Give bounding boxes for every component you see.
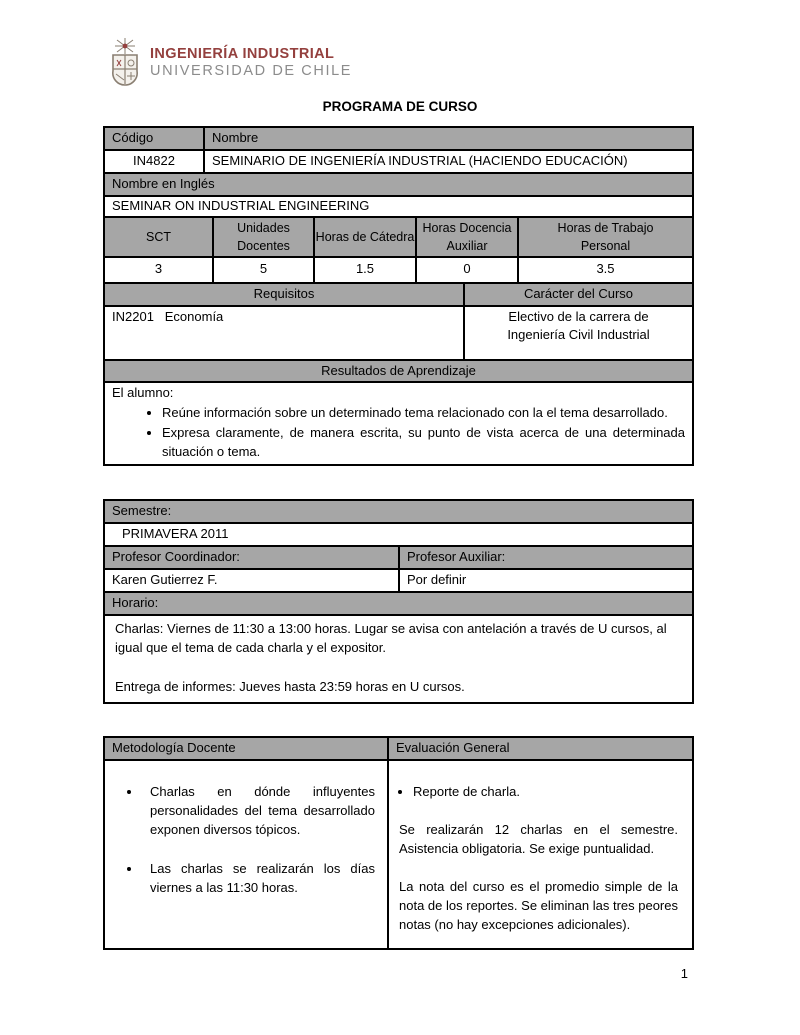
metodologia-bullet: • Charlas en dónde influyentes personalidades del tema desarrollado exponen diversos tópicos. — [142, 783, 375, 840]
semestre-value-cell: PRIMAVERA 2011 — [122, 526, 229, 542]
evaluacion-paragraph: Se realizarán 12 charlas en el semestre. Asistencia obligatoria. Se exige puntualidad. — [399, 822, 678, 857]
sct-value-cell: 3 — [154, 261, 163, 277]
evaluacion-content-cell — [387, 761, 692, 948]
table-row — [105, 172, 692, 195]
course-info-table — [103, 126, 694, 466]
table-row — [105, 149, 692, 172]
sct-header-cell — [105, 218, 212, 256]
horas-catedra-label: Horas de Cátedra — [315, 229, 415, 244]
caracter-value-text: Electivo de la carrera de Ingeniería Civil Industrial — [507, 308, 650, 343]
horas-docencia-auxiliar-header-cell — [415, 218, 517, 256]
resultados-bullet: • Expresa claramente, de manera escrita, su punto de vista acerca de una determinada situación o tema. — [162, 424, 685, 462]
requisitos-value-cell: IN2201 Economía — [112, 308, 224, 324]
evaluacion-header-cell: Evaluación General — [387, 738, 692, 759]
horas-trabajo-personal-header-cell — [517, 218, 692, 256]
profesor-auxiliar-value-cell: Por definir — [398, 570, 692, 591]
table-row — [105, 216, 692, 256]
codigo-value-cell: IN4822 — [133, 153, 175, 168]
evaluacion-list — [399, 783, 678, 802]
nombre-header-cell: Nombre — [203, 128, 692, 149]
profesor-auxiliar-header-cell: Profesor Auxiliar: — [398, 547, 692, 568]
logo-university-name: UNIVERSIDAD DE CHILE — [150, 63, 353, 79]
resultados-content-cell — [105, 383, 692, 464]
evaluacion-paragraph: La nota del curso es el promedio simple de la nota de los reportes. Se eliminan las tres peores notas (no hay excepciones adicionales). — [399, 878, 678, 932]
horario-paragraph: Charlas: Viernes de 11:30 a 13:00 horas. Lugar se avisa con antelación a través de U cursos, al igual que el tema de cada charla y el expositor. — [115, 620, 667, 655]
university-logo-text — [150, 46, 352, 79]
table-row — [105, 195, 692, 216]
profesor-coordinador-value-cell: Karen Gutierrez F. — [112, 572, 218, 588]
methodology-evaluation-table — [103, 736, 694, 950]
nombre-ingles-value-cell: SEMINAR ON INDUSTRIAL ENGINEERING — [112, 197, 370, 213]
metodologia-bullet: • Las charlas se realizarán los días viernes a las 11:30 horas. — [142, 860, 375, 898]
semestre-header-cell: Semestre: — [105, 501, 692, 522]
horas-catedra-header-cell — [313, 218, 415, 256]
logo-faculty-name: INGENIERÍA INDUSTRIAL — [150, 46, 335, 63]
horas-trabajo-personal-value-cell: 3.5 — [517, 258, 692, 282]
caracter-header-cell: Carácter del Curso — [463, 284, 692, 305]
table-row — [105, 568, 692, 591]
metodologia-list — [117, 783, 375, 897]
table-row — [105, 381, 692, 464]
table-row — [105, 522, 692, 545]
semester-table — [103, 499, 694, 704]
table-row — [105, 738, 692, 759]
resultados-intro: El alumno: — [112, 385, 174, 401]
page-title: PROGRAMA DE CURSO — [322, 99, 478, 114]
horas-trabajo-personal-label: Horas de Trabajo Personal — [557, 220, 654, 253]
sct-header-label: SCT — [146, 229, 171, 244]
horario-header-cell: Horario: — [105, 593, 692, 614]
metodologia-content-cell — [105, 761, 387, 948]
page-number: 1 — [680, 966, 688, 981]
resultados-header-cell: Resultados de Aprendizaje — [105, 361, 692, 382]
table-row — [105, 305, 692, 359]
resultados-list — [112, 404, 685, 462]
table-row — [105, 759, 692, 948]
unidades-docentes-value-cell: 5 — [212, 258, 313, 282]
table-row — [105, 256, 692, 282]
table-row — [105, 501, 692, 522]
metodologia-header-cell: Metodología Docente — [105, 738, 387, 759]
horario-paragraph: Entrega de informes: Jueves hasta 23:59 horas en U cursos. — [115, 678, 465, 694]
codigo-header-cell: Código — [105, 128, 203, 149]
horas-catedra-value-cell: 1.5 — [313, 258, 415, 282]
unidades-docentes-header-cell — [212, 218, 313, 256]
evaluacion-bullet: • Reporte de charla. — [413, 783, 678, 802]
requisitos-header-cell: Requisitos — [105, 284, 463, 305]
table-row — [105, 359, 692, 382]
table-row — [105, 282, 692, 305]
table-row — [105, 614, 692, 703]
table-row — [105, 591, 692, 614]
table-row — [105, 545, 692, 568]
horas-docencia-auxiliar-label: Horas Docencia Auxiliar — [422, 220, 512, 253]
university-crest-icon — [106, 38, 144, 88]
unidades-docentes-label: Unidades Docentes — [237, 220, 290, 253]
resultados-bullet: • Reúne información sobre un determinado tema relacionado con la el tema desarrollado. — [162, 404, 685, 423]
table-row — [105, 128, 692, 149]
horas-docencia-auxiliar-value-cell: 0 — [415, 258, 517, 282]
horario-content-cell — [105, 616, 692, 703]
university-logo — [106, 38, 800, 88]
caracter-value-cell — [463, 307, 692, 359]
nombre-value-cell: SEMINARIO DE INGENIERÍA INDUSTRIAL (HACIENDO EDUCACIÓN) — [203, 151, 692, 172]
nombre-ingles-header-cell: Nombre en Inglés — [105, 174, 692, 195]
profesor-coordinador-header-cell: Profesor Coordinador: — [105, 547, 398, 568]
